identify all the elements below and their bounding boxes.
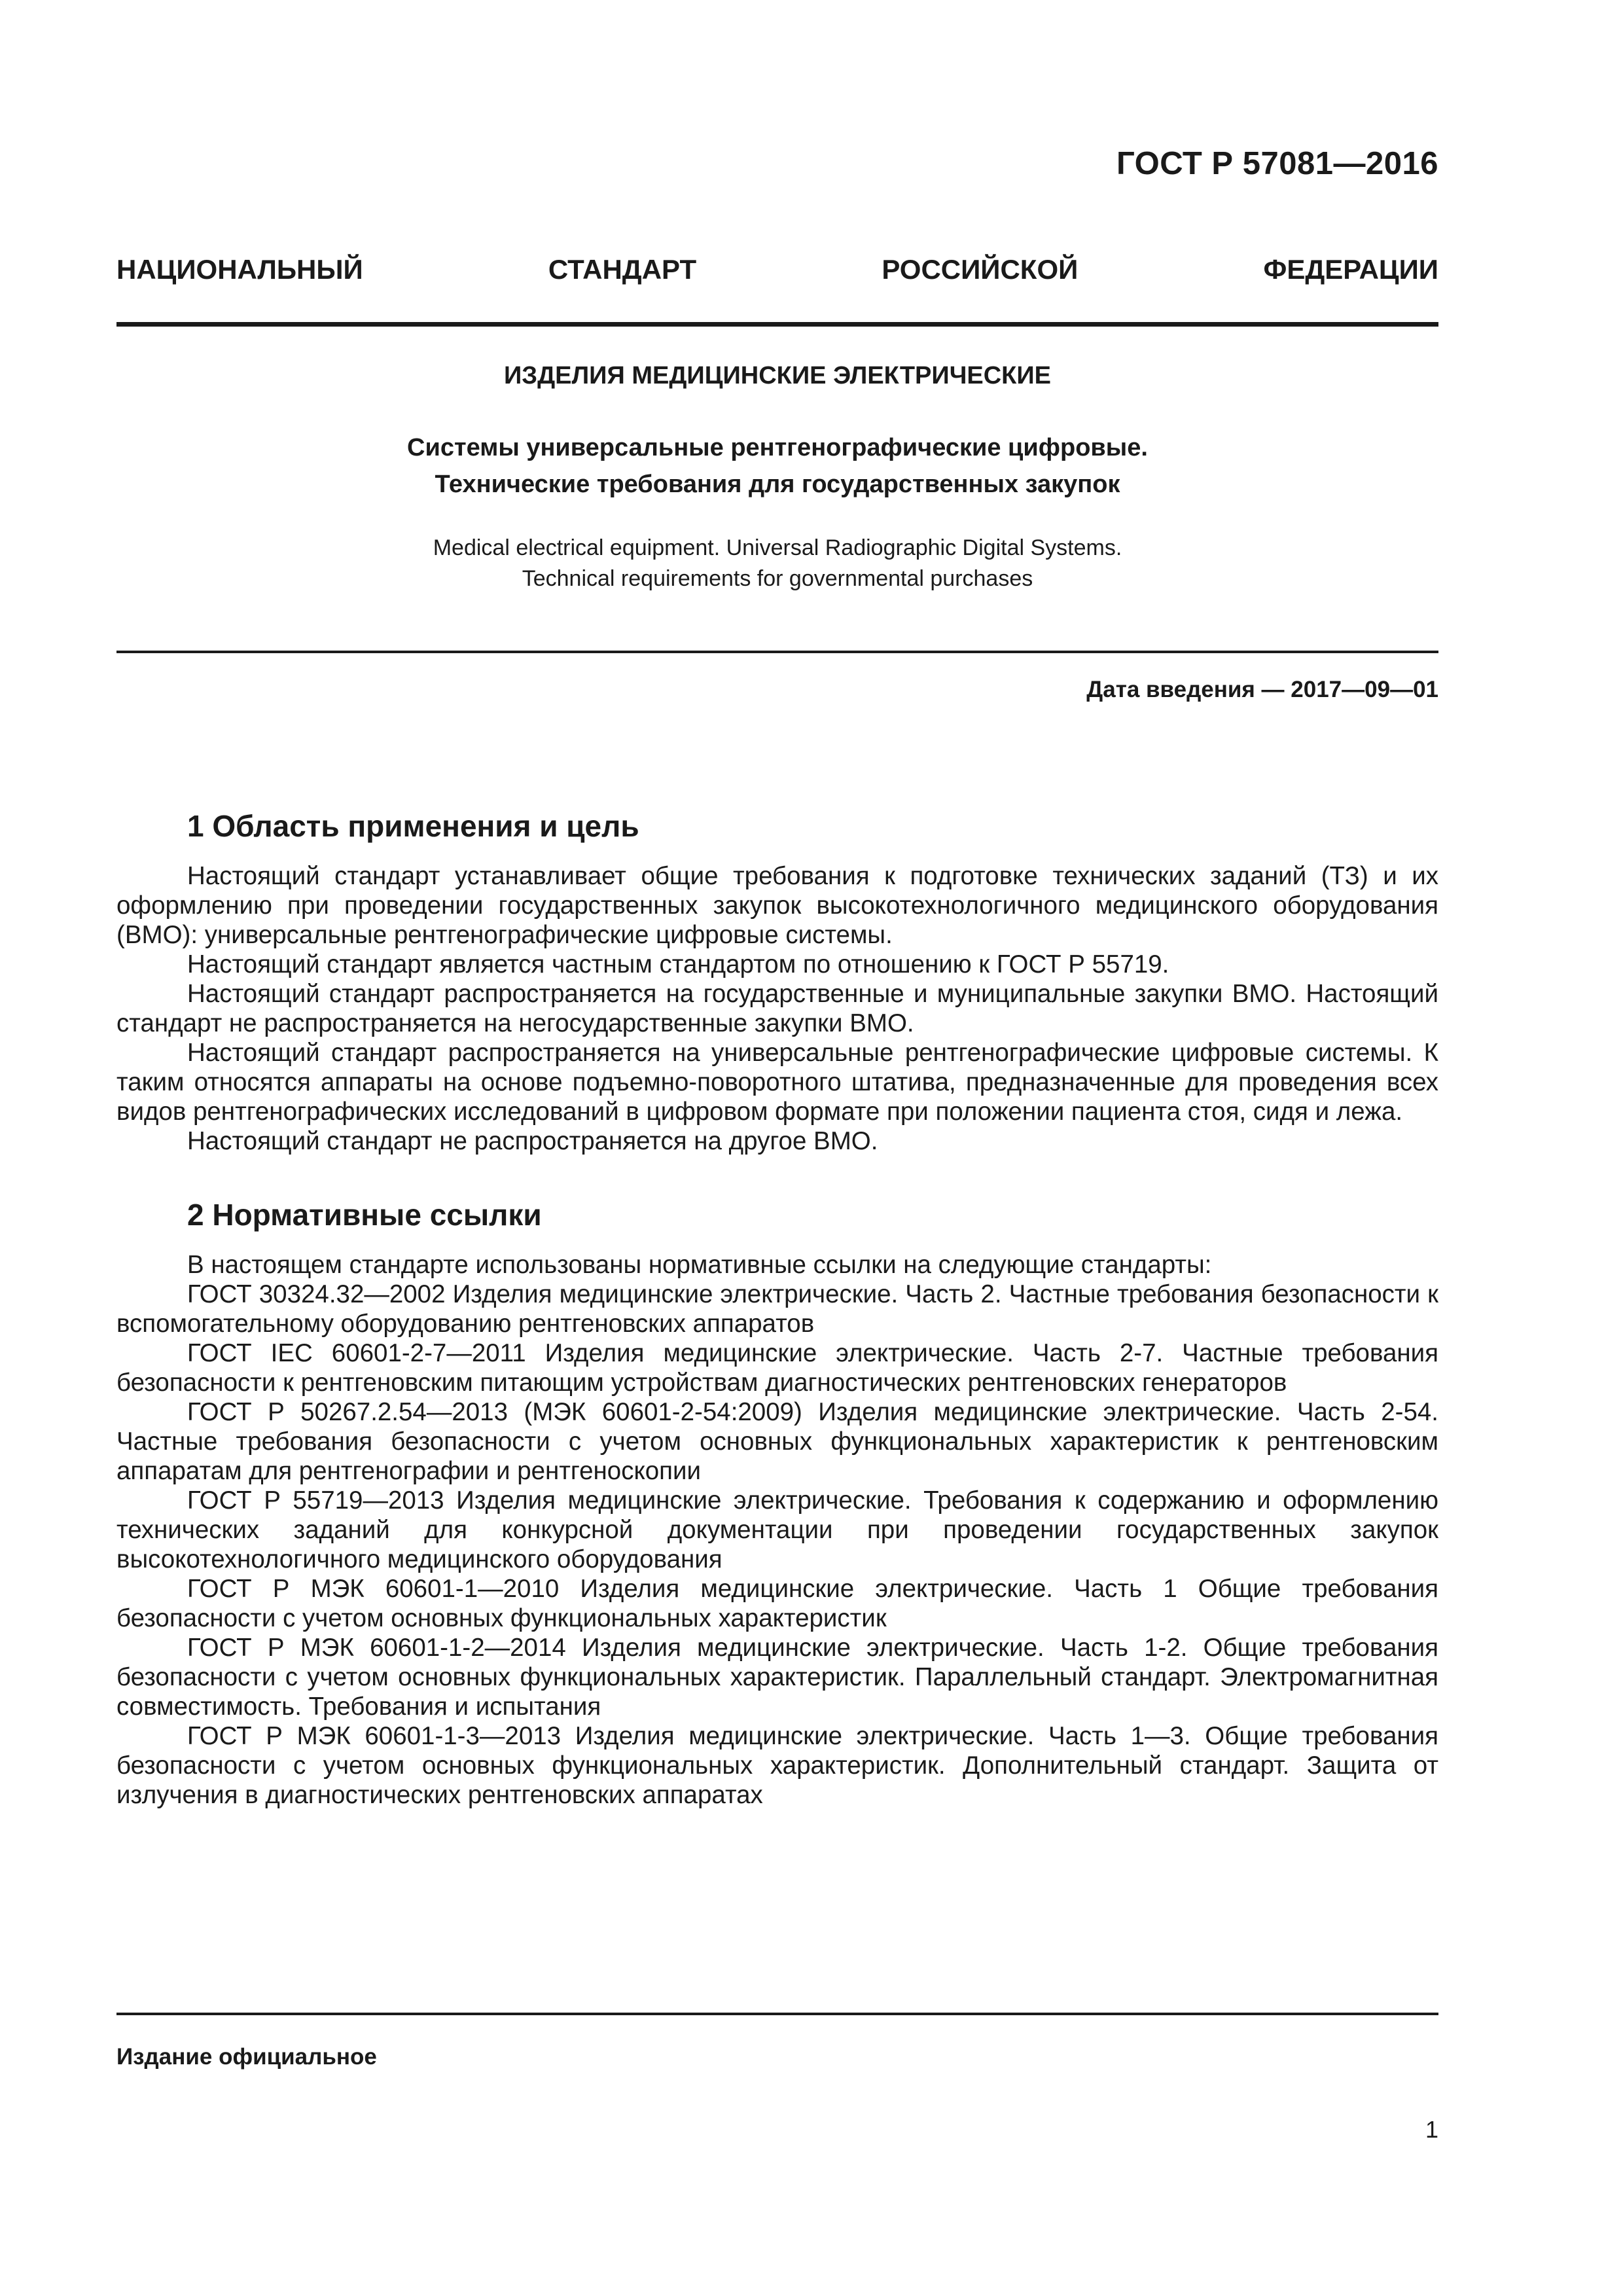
reference-entry: ГОСТ Р МЭК 60601-1—2010 Изделия медицинские электрические. Часть 1 Общие требования безопасности с учетом основных функциональных характеристик: [116, 1575, 1438, 1632]
english-title-line-2: Technical requirements for governmental purchases: [522, 566, 1033, 591]
national-word: РОССИЙСКОЙ: [882, 254, 1079, 285]
national-word: НАЦИОНАЛЬНЫЙ: [116, 254, 363, 285]
paragraph: Настоящий стандарт не распространяется на другое ВМО.: [187, 1127, 878, 1155]
reference-entry: ГОСТ Р МЭК 60601-1-2—2014 Изделия медицинские электрические. Часть 1-2. Общие требования безопасности с учетом основных функциональных характеристик. Параллельный стандарт. Электромагнитная совместимость. Требования и испытания: [116, 1634, 1438, 1721]
national-word: ФЕДЕРАЦИИ: [1263, 254, 1438, 285]
section-title: 1 Область применения и цель: [187, 809, 639, 843]
national-standard-heading: [116, 254, 1438, 285]
official-edition-label: Издание официальное: [116, 2044, 377, 2070]
reference-entry: ГОСТ 30324.32—2002 Изделия медицинские электрические. Часть 2. Частные требования безопасности к вспомогательному оборудованию рентгеновских аппаратов: [116, 1280, 1438, 1338]
paragraph: Настоящий стандарт распространяется на государственные и муниципальные закупки ВМО. Настоящий стандарт не распространяется на негосударственные закупки ВМО.: [116, 980, 1438, 1037]
subtitle-line-1: Системы универсальные рентгенографические цифровые.: [407, 434, 1148, 461]
footer-divider: [116, 2013, 1438, 2015]
english-title-line-1: Medical electrical equipment. Universal Radiographic Digital Systems.: [433, 535, 1122, 560]
national-word: СТАНДАРТ: [548, 254, 697, 285]
introduction-date: Дата введения — 2017—09—01: [1086, 677, 1438, 702]
reference-entry: ГОСТ Р 50267.2.54—2013 (МЭК 60601-2-54:2009) Изделия медицинские электрические. Часть 2-54. Частные требования безопасности с учетом основных функциональных характеристик к рентгеновским аппаратам для рентгенографии и рентгеноскопии: [116, 1398, 1438, 1485]
english-title: [116, 533, 1438, 594]
reference-entry: ГОСТ IEC 60601-2-7—2011 Изделия медицинские электрические. Часть 2-7. Частные требования безопасности к рентгеновским питающим устройствам диагностических рентгеновских генераторов: [116, 1339, 1438, 1397]
document-body: [116, 800, 1438, 1810]
title-block: [116, 357, 1438, 594]
document-subtitle: [116, 429, 1438, 503]
paragraph: В настоящем стандарте использованы нормативные ссылки на следующие стандарты:: [187, 1251, 1212, 1279]
section-title: 2 Нормативные ссылки: [187, 1198, 542, 1232]
standard-code: ГОСТ Р 57081—2016: [1116, 146, 1438, 181]
paragraph: Настоящий стандарт устанавливает общие требования к подготовке технических заданий (ТЗ) и их оформлению при проведении государственных закупок высокотехнологичного медицинского оборудования (ВМО): универсальные рентгенографические цифровые системы.: [116, 862, 1438, 949]
reference-entry: ГОСТ Р 55719—2013 Изделия медицинские электрические. Требования к содержанию и оформлению технических заданий для конкурсной документации при проведении государственных закупок высокотехнологичного медицинского оборудования: [116, 1486, 1438, 1573]
reference-entry: ГОСТ Р МЭК 60601-1-3—2013 Изделия медицинские электрические. Часть 1—3. Общие требования безопасности с учетом основных функциональных характеристик. Дополнительный стандарт. Защита от излучения в диагностических рентгеновских аппаратах: [116, 1722, 1438, 1809]
subtitle-line-2: Технические требования для государственных закупок: [435, 471, 1120, 498]
header-divider: [116, 322, 1438, 327]
page-number: 1: [1425, 2116, 1438, 2143]
paragraph: Настоящий стандарт распространяется на универсальные рентгенографические цифровые системы. К таким относятся аппараты на основе подъемно-поворотного штатива, предназначенные для проведения всех видов рентгенографических исследований в цифровом формате при положении пациента стоя, сидя и лежа.: [116, 1039, 1438, 1126]
section-scope: [116, 800, 1438, 1156]
paragraph: Настоящий стандарт является частным стандартом по отношению к ГОСТ Р 55719.: [187, 950, 1169, 978]
section-normative-references: [116, 1189, 1438, 1810]
document-title: ИЗДЕЛИЯ МЕДИЦИНСКИЕ ЭЛЕКТРИЧЕСКИЕ: [503, 362, 1052, 389]
title-divider: [116, 651, 1438, 653]
